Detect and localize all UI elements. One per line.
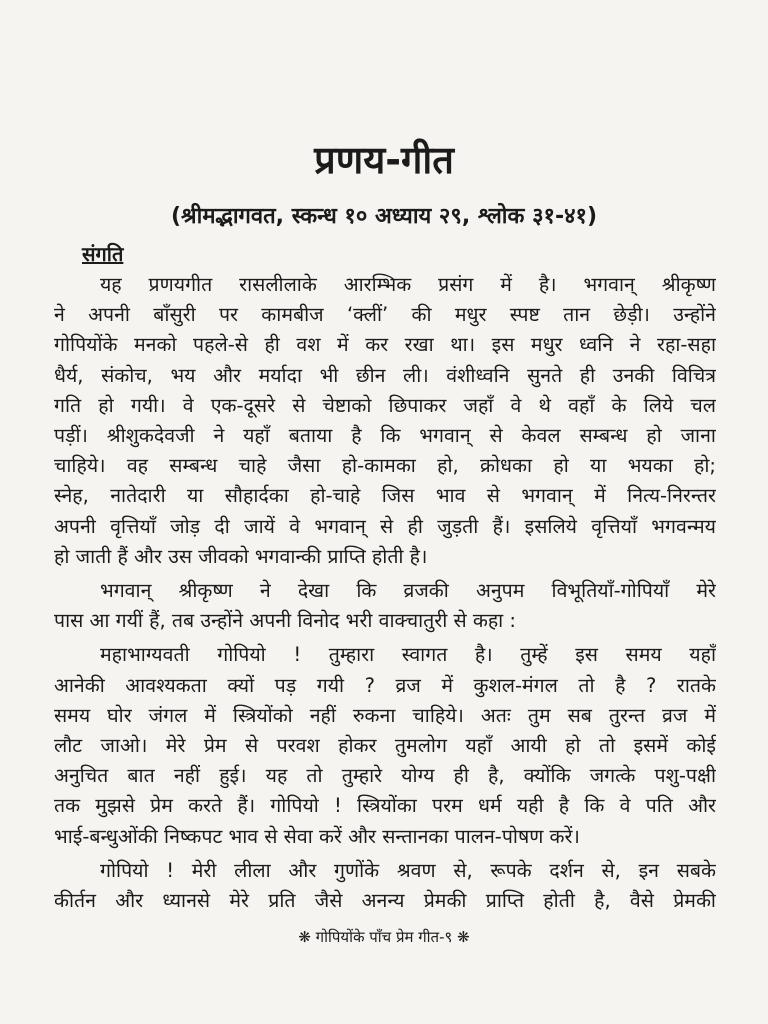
text-line: महाभाग्यवती गोपियो ! तुम्हारा स्वागत है। तुम्हें इस समय यहाँ [100,643,716,666]
text-line: ने अपनी बाँसुरी पर कामबीज ‘क्लीं’ की मधुर स्पष्ट तान छेड़ी। उन्होंने [54,303,716,326]
text-line: पड़ीं। श्रीशुकदेवजी ने यहाँ बताया है कि भगवान् से केवल सम्बन्ध हो जाना [54,424,716,447]
text-line: अपनी वृत्तियाँ जोड़ दी जायें वे भगवान् से ही जुड़ती हैं। इसलिये वृत्तियाँ भगवन्मय [54,515,716,538]
scripture-reference: (श्रीमद्भागवत, स्कन्ध १० अध्याय २९, श्लोक ३१-४१) [170,204,598,229]
text-line: भाई-बन्धुओंकी निष्कपट भाव से सेवा करें और सन्तानका पालन-पोषण करें। [54,825,580,848]
text-line: अनुचित बात नहीं हुई। यह तो तुम्हारे योग्य ही है, क्योंकि जगत्के पशु-पक्षी [54,764,716,787]
text-line: भगवान् श्रीकृष्ण ने देखा कि व्रजकी अनुपम विभूतियाँ-गोपियाँ मेरे [100,579,716,602]
page-title: प्रणय-गीत [314,138,454,182]
text-line: हो जाती हैं और उस जीवको भगवान्की प्राप्ति होती है। [54,545,428,568]
text-line: आनेकी आवश्यकता क्यों पड़ गयी ? व्रज में कुशल-मंगल तो है ? रातके [54,674,716,697]
text-line: गोपियो ! मेरी लीला और गुणोंके श्रवण से, रूपके दर्शन से, इन सबके [100,859,716,882]
text-line: चाहिये। वह सम्बन्ध चाहे जैसा हो-कामका हो, क्रोधका हो या भयका हो; [54,454,716,477]
text-line: तक मुझसे प्रेम करते हैं। गोपियो ! स्त्रियोंका परम धर्म यही है कि वे पति और [54,794,716,817]
text-line: धैर्य, संकोच, भय और मर्यादा भी छीन ली। वंशीध्वनि सुनते ही उनकी विचित्र [54,364,716,387]
text-line: गति हो गयी। वे एक-दूसरे से चेष्टाको छिपाकर जहाँ वे थे वहाँ के लिये चल [54,394,716,417]
text-line: समय घोर जंगल में स्त्रियोंको नहीं रुकना चाहिये। अतः तुम सब तुरन्त व्रज में [54,704,716,727]
section-heading: संगति [82,242,124,266]
text-line: कीर्तन और ध्यानसे मेरे प्रति जैसे अनन्य प्रेमकी प्राप्ति होती है, वैसे प्रेमकी [54,889,716,912]
text-line: पास आ गयीं हैं, तब उन्होंने अपनी विनोद भरी वाक्चातुरी से कहा : [54,609,516,632]
text-line: लौट जाओ। मेरे प्रेम से परवश होकर तुमलोग यहाँ आयी हो तो इसमें कोई [54,734,716,757]
text-line: गोपियोंके मनको पहले-से ही वश में कर रखा था। इस मधुर ध्वनि ने रहा-सहा [54,333,716,356]
text-line: यह प्रणयगीत रासलीलाके आरम्भिक प्रसंग में है। भगवान् श्रीकृष्ण [100,273,716,296]
page-footer: ❋ गोपियोंके पाँच प्रेम गीत-९ ❋ [298,928,470,946]
text-line: स्नेह, नातेदारी या सौहार्दका हो-चाहे जिस भाव से भगवान् में नित्य-निरन्तर [54,484,716,507]
